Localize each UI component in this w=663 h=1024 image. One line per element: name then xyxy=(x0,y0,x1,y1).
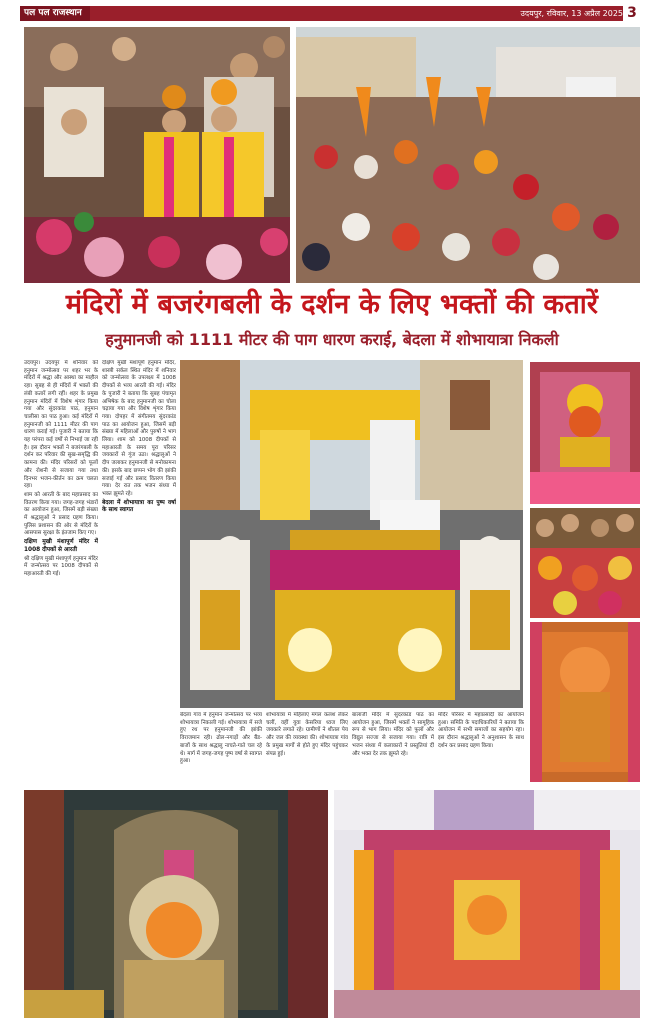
paragraph: शाम को आरती के बाद महाप्रसाद का वितरण किया गया। जगह-जगह भंडारों का आयोजन हुआ, जिसमें बड़ी संख्या में श्रद्धालुओं ने प्रसाद ग्रहण किया। पुलिस प्रशासन की ओर से मंदिरों के आसपास सुरक्षा के इंतजाम किए गए। xyxy=(24,491,98,537)
photo-chariot-procession xyxy=(180,360,523,708)
page-number: 3 xyxy=(623,4,641,23)
text-column-2 xyxy=(102,360,176,800)
paragraph: बालाजी मंदिर में सुंदरकांड पाठ का आयोजन हुआ, जिसमें भक्तों ने सामूहिक रूप से भाग लिया। मंदिर को फूलों और विद्युत सज्जा से सजाया गया। रात्रि में भजन संध्या में कलाकारों ने प्रस्तुतियां दीं और भक्त देर तक झूमते रहे। xyxy=(352,712,434,757)
photo-hanuman-shringar xyxy=(530,362,640,504)
text-column-3 xyxy=(180,712,262,782)
column-subtitle: बेदला में शोभायात्रा का पुष्प वर्षा के साथ स्वागत xyxy=(102,499,176,514)
dateline: उदयपुर, रविवार, 13 अप्रैल 2025 xyxy=(520,9,623,18)
article-subheadline: हनुमानजी को 1111 मीटर की पाग धारण कराई, बेदला में शोभायात्रा निकली xyxy=(105,330,559,349)
paragraph: उदयपुर। उदयपुर में शनिवार को हनुमान जन्मोत्सव पर शहर भर के मंदिरों में श्रद्धा और आस्था का माहौल रहा। सुबह से ही मंदिरों में भक्तों की लंबी कतारें लगी रहीं। शहर के प्रमुख हनुमान मंदिरों में विशेष शृंगार किया गया और सुंदरकांड पाठ, हनुमान चालीसा का पाठ हुआ। कई मंदिरों में हनुमानजी को 1111 मीटर की पाग धारण कराई गई। पुजारी ने बताया कि यह परंपरा कई वर्षों से निभाई जा रही है। इस दौरान भक्तों ने बजरंगबली के दर्शन कर परिवार की सुख-समृद्धि की कामना की। मंदिर परिसरों को फूलों और रोशनी से सजाया गया तथा दिनभर भजन-कीर्तन का क्रम चलता रहा। xyxy=(24,360,98,490)
article-headline: मंदिरों में बजरंगबली के दर्शन के लिए भक्तों की कतारें xyxy=(65,289,599,320)
paragraph: श्री दक्षिण मुखी मंशापूर्ण हनुमान मंदिर में जन्मोत्सव पर 1008 दीपकों से महाआरती की गई। xyxy=(24,555,98,577)
paragraph: मंदिर परिसर में महाप्रसादी का आयोजन हुआ। समिति के पदाधिकारियों ने बताया कि आयोजन में सभी समाजों का सहयोग रहा। इस दौरान श्रद्धालुओं ने अनुशासन के साथ दर्शन कर प्रसाद ग्रहण किया। xyxy=(438,712,524,749)
text-column-5 xyxy=(352,712,434,782)
paragraph: बेदला गांव में हनुमान जन्मोत्सव पर भव्य शोभायात्रा निकाली गई। शोभायात्रा में सजे हुए रथ पर हनुमानजी की झांकी विराजमान रही। ढोल-नगाड़ों और बैंड-बाजों के साथ श्रद्धालु नाचते-गाते चल रहे थे। मार्ग में जगह-जगह पुष्प वर्षा से स्वागत हुआ। xyxy=(180,712,262,765)
photo-children-puja xyxy=(24,27,290,283)
text-column-6 xyxy=(438,712,524,782)
photo-devotees-seated xyxy=(530,508,640,618)
photo-procession-crowd xyxy=(296,27,640,283)
photo-hanuman-idol-silver xyxy=(24,790,328,1018)
photo-decorated-sanctum xyxy=(334,790,640,1018)
photo-hanuman-idol-orange xyxy=(530,622,640,782)
text-column-1 xyxy=(24,360,98,760)
section-label: पल पल राजस्थान xyxy=(20,6,90,21)
paragraph: शोभायात्रा में महिलाएं मंगल कलश लेकर चलीं, वहीं युवा केसरिया ध्वज लिए जयकारे लगाते रहे। ग्रामीणों ने शीतल पेय और जल की व्यवस्था की। शोभायात्रा गांव के प्रमुख मार्गों से होते हुए मंदिर पहुंचकर संपन्न हुई। xyxy=(266,712,348,757)
text-column-4 xyxy=(266,712,348,782)
column-subtitle: दक्षिण मुखी मंशापूर्ण मंदिर में 1008 दीपकों से आरती xyxy=(24,539,98,553)
paragraph: दक्षिण मुखी मंशापूर्ण हनुमान मंदिर, शास्त्री सर्कल स्थित मंदिर में शनिवार को जन्मोत्सव के उपलक्ष्य में 1008 दीपकों से भव्य आरती की गई। मंदिर के पुजारी ने बताया कि सुबह पंचामृत अभिषेक के बाद हनुमानजी का चोला चढ़ाया गया और विशेष शृंगार किया गया। दोपहर में संगीतमय सुंदरकांड पाठ का आयोजन हुआ, जिसमें बड़ी संख्या में महिलाओं और पुरुषों ने भाग लिया। शाम को 1008 दीपकों से महाआरती के समय पूरा परिसर जयकारों से गूंज उठा। श्रद्धालुओं ने दीप जलाकर हनुमानजी से मनोकामना की। इसके बाद छप्पन भोग की झांकी सजाई गई और प्रसाद वितरण किया गया। देर रात तक भजन संध्या में भक्त झूमते रहे। xyxy=(102,360,176,497)
